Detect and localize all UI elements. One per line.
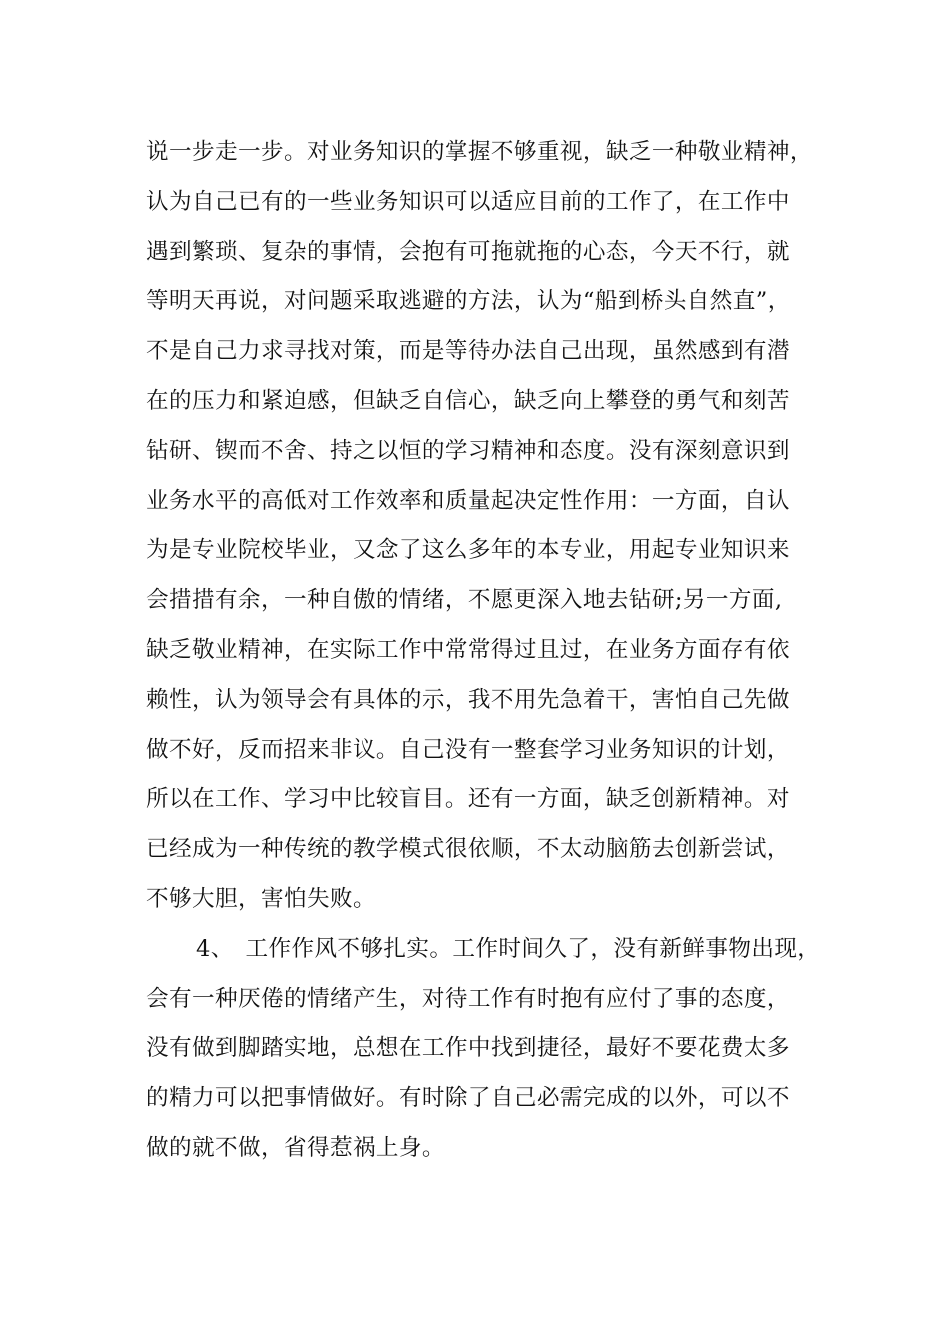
text-line: 赖性，认为领导会有具体的示，我不用先急着干，害怕自己先做 [146, 686, 790, 713]
text-line: 所以在工作、学习中比较盲目。还有一方面，缺乏创新精神。对 [146, 786, 790, 813]
text-line: 不够大胆，害怕失败。 [146, 885, 376, 912]
numbered-item-4: 4、 工作作风不够扎实。工作时间久了，没有新鲜事物出现， [196, 935, 821, 962]
text-line: 不是自己力求寻找对策，而是等待办法自己出现，虽然感到有潜 [146, 338, 790, 365]
text-line: 为是专业院校毕业，又念了这么多年的本专业，用起专业知识来 [146, 537, 790, 564]
text-line: 在的压力和紧迫感，但缺乏自信心，缺乏向上攀登的勇气和刻苦 [146, 387, 790, 414]
text-line: 的精力可以把事情做好。有时除了自己必需完成的以外，可以不 [146, 1085, 790, 1112]
text-line: 说一步走一步。对业务知识的掌握不够重视，缺乏一种敬业精神， [146, 139, 813, 165]
text-line: 没有做到脚踏实地，总想在工作中找到捷径，最好不要花费太多 [146, 1035, 790, 1062]
text-line: 遇到繁琐、复杂的事情，会抱有可拖就拖的心态，今天不行，就 [146, 238, 790, 265]
text-line: 等明天再说，对问题采取逃避的方法，认为“船到桥头自然直”， [146, 288, 791, 315]
text-line: 钻研、锲而不舍、持之以恒的学习精神和态度。没有深刻意识到 [146, 437, 790, 464]
document-body [146, 128, 826, 1174]
text-line: 认为自己已有的一些业务知识可以适应目前的工作了，在工作中 [146, 188, 790, 215]
text-line: 做不好，反而招来非议。自己没有一整套学习业务知识的计划， [146, 736, 790, 763]
text-line: 业务水平的高低对工作效率和质量起决定性作用：一方面，自认 [146, 487, 790, 514]
text-line: 会有一种厌倦的情绪产生，对待工作有时抱有应付了事的态度， [146, 985, 790, 1012]
text-line: 会措措有余，一种自傲的情绪，不愿更深入地去钻研;另一方面, [146, 587, 783, 614]
text-line: 做的就不做，省得惹祸上身。 [146, 1134, 445, 1161]
text-line: 缺乏敬业精神，在实际工作中常常得过且过，在业务方面存有依 [146, 636, 790, 663]
text-line: 已经成为一种传统的教学模式很依顺，不太动脑筋去创新尝试， [146, 836, 790, 863]
